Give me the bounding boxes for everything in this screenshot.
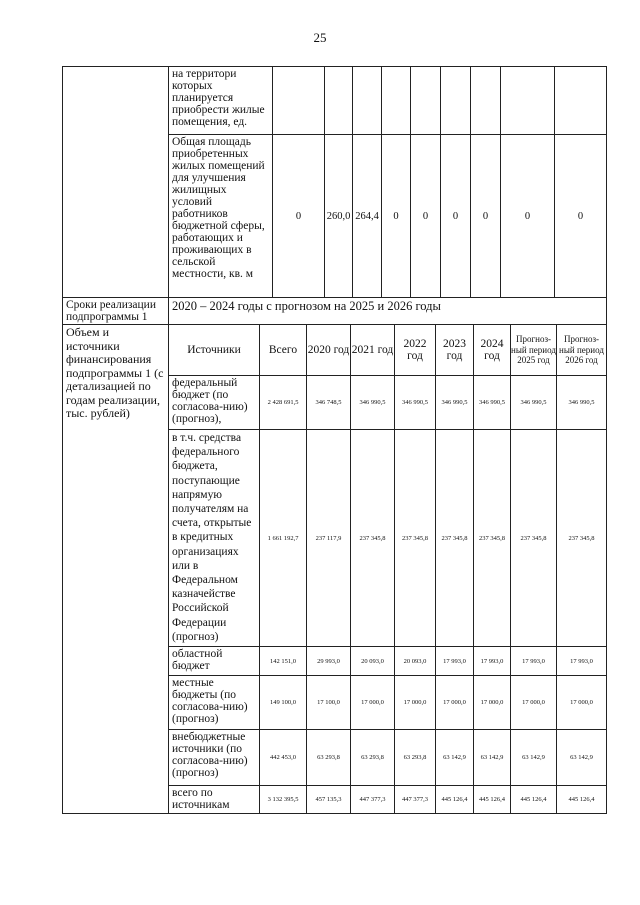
- funding-cell: 20 093,0: [350, 646, 395, 676]
- funding-header: 2020 год: [306, 324, 351, 376]
- indicator-value: 0: [272, 134, 325, 298]
- funding-cell: 237 345,8: [394, 429, 436, 647]
- funding-cell: 447 377,3: [394, 785, 436, 814]
- funding-cell: 17 000,0: [556, 675, 607, 730]
- funding-cell: 346 990,5: [435, 375, 474, 430]
- funding-cell: 346 990,5: [510, 375, 557, 430]
- funding-header: Всего: [259, 324, 307, 376]
- funding-cell: 63 293,8: [350, 729, 395, 786]
- funding-source: внебюджетные источники (по согласова-нию) (прогноз): [168, 729, 260, 786]
- funding-cell: 29 993,0: [306, 646, 351, 676]
- funding-cell: 17 993,0: [473, 646, 511, 676]
- indicator-value: 0: [381, 134, 411, 298]
- funding-cell: 457 135,3: [306, 785, 351, 814]
- funding-cell: 17 000,0: [435, 675, 474, 730]
- indicator-value: [554, 66, 607, 135]
- terms-value: 2020 – 2024 годы с прогнозом на 2025 и 2026 годы: [168, 297, 607, 325]
- funding-cell: 346 990,5: [394, 375, 436, 430]
- funding-header: Источники: [168, 324, 260, 376]
- funding-cell: 17 000,0: [473, 675, 511, 730]
- funding-cell: 63 142,9: [435, 729, 474, 786]
- terms-label: Сроки реализации подпрограммы 1: [62, 297, 169, 325]
- indicator-value: [410, 66, 441, 135]
- funding-cell: 346 990,5: [350, 375, 395, 430]
- funding-cell: 346 990,5: [556, 375, 607, 430]
- funding-source: областной бюджет: [168, 646, 260, 676]
- indicator-value: 0: [500, 134, 555, 298]
- funding-cell: 63 293,8: [306, 729, 351, 786]
- funding-cell: 149 100,0: [259, 675, 307, 730]
- funding-cell: 237 345,8: [473, 429, 511, 647]
- indicator-value: 260,0: [324, 134, 353, 298]
- indicator-value: [470, 66, 501, 135]
- funding-cell: 1 661 192,7: [259, 429, 307, 647]
- indicator-value: 0: [554, 134, 607, 298]
- indicator-value: [272, 66, 325, 135]
- funding-cell: 142 151,0: [259, 646, 307, 676]
- indicator-label: на территори которых планируется приобрести жилые помещения, ед.: [168, 66, 273, 135]
- indicator-value: 0: [440, 134, 471, 298]
- funding-cell: 17 000,0: [350, 675, 395, 730]
- funding-source: в т.ч. средства федерального бюджета, поступающие напрямую получателям на счета, открытые в кредитных организациях или в Федеральном казначействе Российской Федерации (прогноз): [168, 429, 260, 647]
- funding-cell: 63 293,8: [394, 729, 436, 786]
- funding-cell: 445 126,4: [473, 785, 511, 814]
- funding-cell: 3 132 395,5: [259, 785, 307, 814]
- funding-cell: 63 142,9: [510, 729, 557, 786]
- indicator-value: [324, 66, 353, 135]
- funding-cell: 2 428 691,5: [259, 375, 307, 430]
- indicator-label: Общая площадь приобретенных жилых помещений для улучшения жилищных условий работников бюджетной сферы, работающих и проживающих в сельской местности, кв. м: [168, 134, 273, 298]
- funding-cell: 17 993,0: [556, 646, 607, 676]
- funding-cell: 237 117,9: [306, 429, 351, 647]
- indicator-value: [381, 66, 411, 135]
- indicator-value: 264,4: [352, 134, 382, 298]
- row-label-empty: [62, 66, 169, 298]
- funding-cell: 63 142,9: [473, 729, 511, 786]
- funding-cell: 17 000,0: [394, 675, 436, 730]
- funding-header: 2024 год: [473, 324, 511, 376]
- funding-cell: 237 345,8: [435, 429, 474, 647]
- funding-cell: 20 093,0: [394, 646, 436, 676]
- funding-cell: 445 126,4: [556, 785, 607, 814]
- funding-source: местные бюджеты (по согласова-нию) (прогноз): [168, 675, 260, 730]
- indicator-value: 0: [410, 134, 441, 298]
- funding-source: федеральный бюджет (по согласова-нию) (прогноз),: [168, 375, 260, 430]
- funding-cell: 447 377,3: [350, 785, 395, 814]
- page-number: 25: [313, 30, 327, 45]
- funding-header: 2023 год: [435, 324, 474, 376]
- funding-cell: 346 748,5: [306, 375, 351, 430]
- indicator-value: [500, 66, 555, 135]
- funding-cell: 17 100,0: [306, 675, 351, 730]
- funding-cell: 237 345,8: [350, 429, 395, 647]
- funding-header: 2022 год: [394, 324, 436, 376]
- funding-cell: 445 126,4: [510, 785, 557, 814]
- funding-cell: 17 000,0: [510, 675, 557, 730]
- funding-source: всего по источникам: [168, 785, 260, 814]
- funding-cell: 445 126,4: [435, 785, 474, 814]
- indicator-value: [352, 66, 382, 135]
- indicator-value: [440, 66, 471, 135]
- funding-cell: 237 345,8: [556, 429, 607, 647]
- funding-cell: 17 993,0: [435, 646, 474, 676]
- funding-label: Объем и источники финансирования подпрограммы 1 (с детализацией по годам реализации, тыс. рублей): [62, 324, 169, 814]
- funding-header: 2021 год: [350, 324, 395, 376]
- indicator-value: 0: [470, 134, 501, 298]
- funding-cell: 237 345,8: [510, 429, 557, 647]
- funding-cell: 346 990,5: [473, 375, 511, 430]
- funding-header: Прогноз-ный период 2026 год: [556, 324, 607, 376]
- funding-cell: 442 453,0: [259, 729, 307, 786]
- funding-cell: 17 993,0: [510, 646, 557, 676]
- funding-header: Прогноз-ный период 2025 год: [510, 324, 557, 376]
- funding-cell: 63 142,9: [556, 729, 607, 786]
